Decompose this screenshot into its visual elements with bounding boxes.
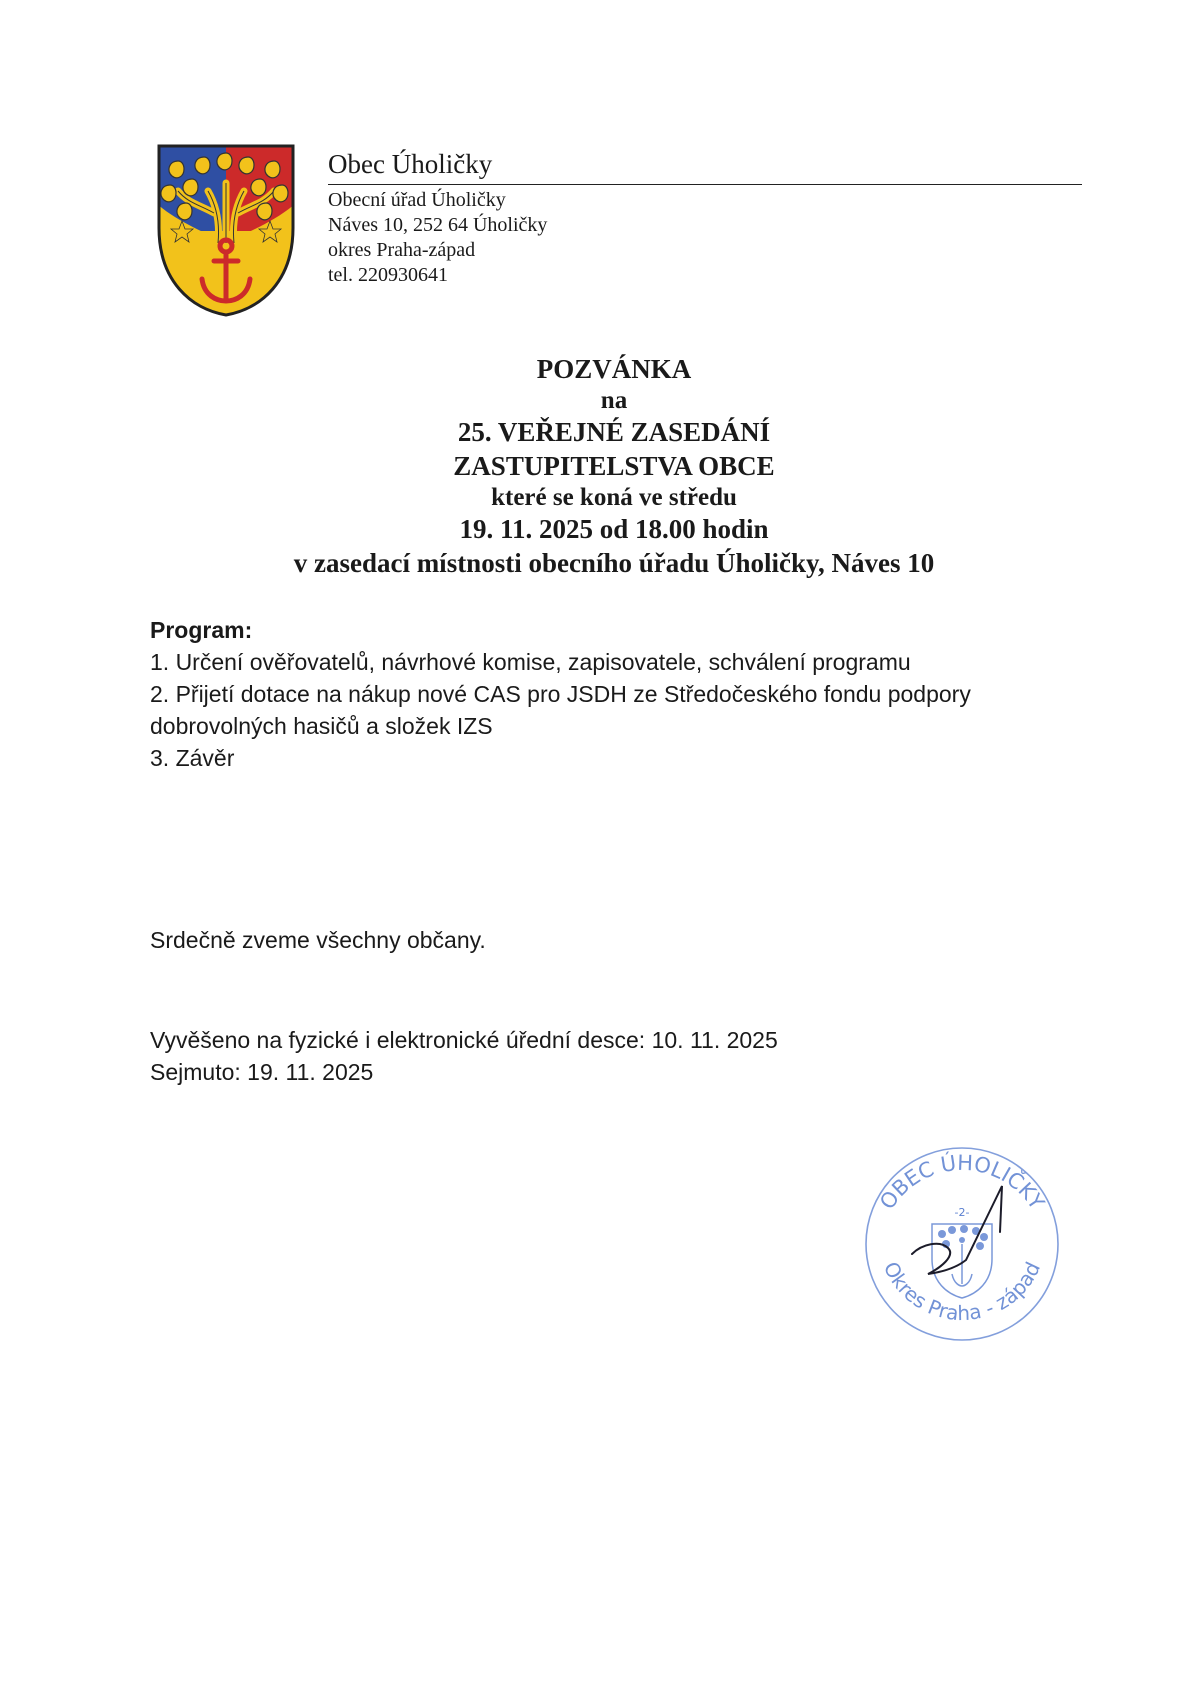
- municipal-stamp-icon: [852, 1144, 1072, 1344]
- removed-date: Sejmuto: 19. 11. 2025: [150, 1059, 374, 1085]
- session-day: které se koná ve středu: [491, 484, 737, 511]
- coat-of-arms-icon: [156, 143, 296, 318]
- session-datetime: 19. 11. 2025 od 18.00 hodin: [459, 514, 769, 544]
- invitation-text: Srdečně zveme všechny občany.: [150, 927, 486, 953]
- program-item: 1. Určení ověřovatelů, návrhové komise, zapisovatele, schválení programu: [150, 649, 911, 675]
- stamp-number: -2-: [954, 1206, 970, 1219]
- posted-date: Vyvěšeno na fyzické i elektronické úřední desce: 10. 11. 2025: [150, 1027, 778, 1053]
- svg-text:OBEC ÚHOLIČKY: [875, 1150, 1049, 1214]
- office-phone: tel. 220930641: [328, 264, 448, 286]
- municipality-name: Obec Úholičky: [328, 146, 1082, 185]
- office-address: Náves 10, 252 64 Úholičky: [328, 214, 548, 236]
- program-item: dobrovolných hasičů a složek IZS: [150, 713, 493, 739]
- heading-na: na: [600, 387, 628, 414]
- invitation-heading: [0, 352, 1200, 580]
- session-place: v zasedací místnosti obecního úřadu Úholičky, Náves 10: [293, 548, 935, 578]
- office-district: okres Praha-západ: [328, 239, 476, 261]
- office-name: Obecní úřad Úholičky: [328, 189, 506, 211]
- stamp-bottom-text: Okres Praha - západ: [878, 1257, 1046, 1326]
- program-item: 2. Přijetí dotace na nákup nové CAS pro JSDH ze Středočeského fondu podpory: [150, 681, 971, 707]
- program-item: 3. Závěr: [150, 745, 235, 771]
- letterhead: [328, 146, 1082, 288]
- invitation-title: POZVÁNKA: [536, 354, 692, 384]
- stamp-top-text: OBEC ÚHOLIČKY: [875, 1150, 1049, 1214]
- session-title: 25. VEŘEJNÉ ZASEDÁNÍ: [457, 417, 771, 447]
- program-section: [150, 614, 1110, 774]
- posting-info: [150, 1024, 778, 1088]
- program-title: Program:: [150, 617, 253, 643]
- council-title: ZASTUPITELSTVA OBCE: [453, 451, 775, 481]
